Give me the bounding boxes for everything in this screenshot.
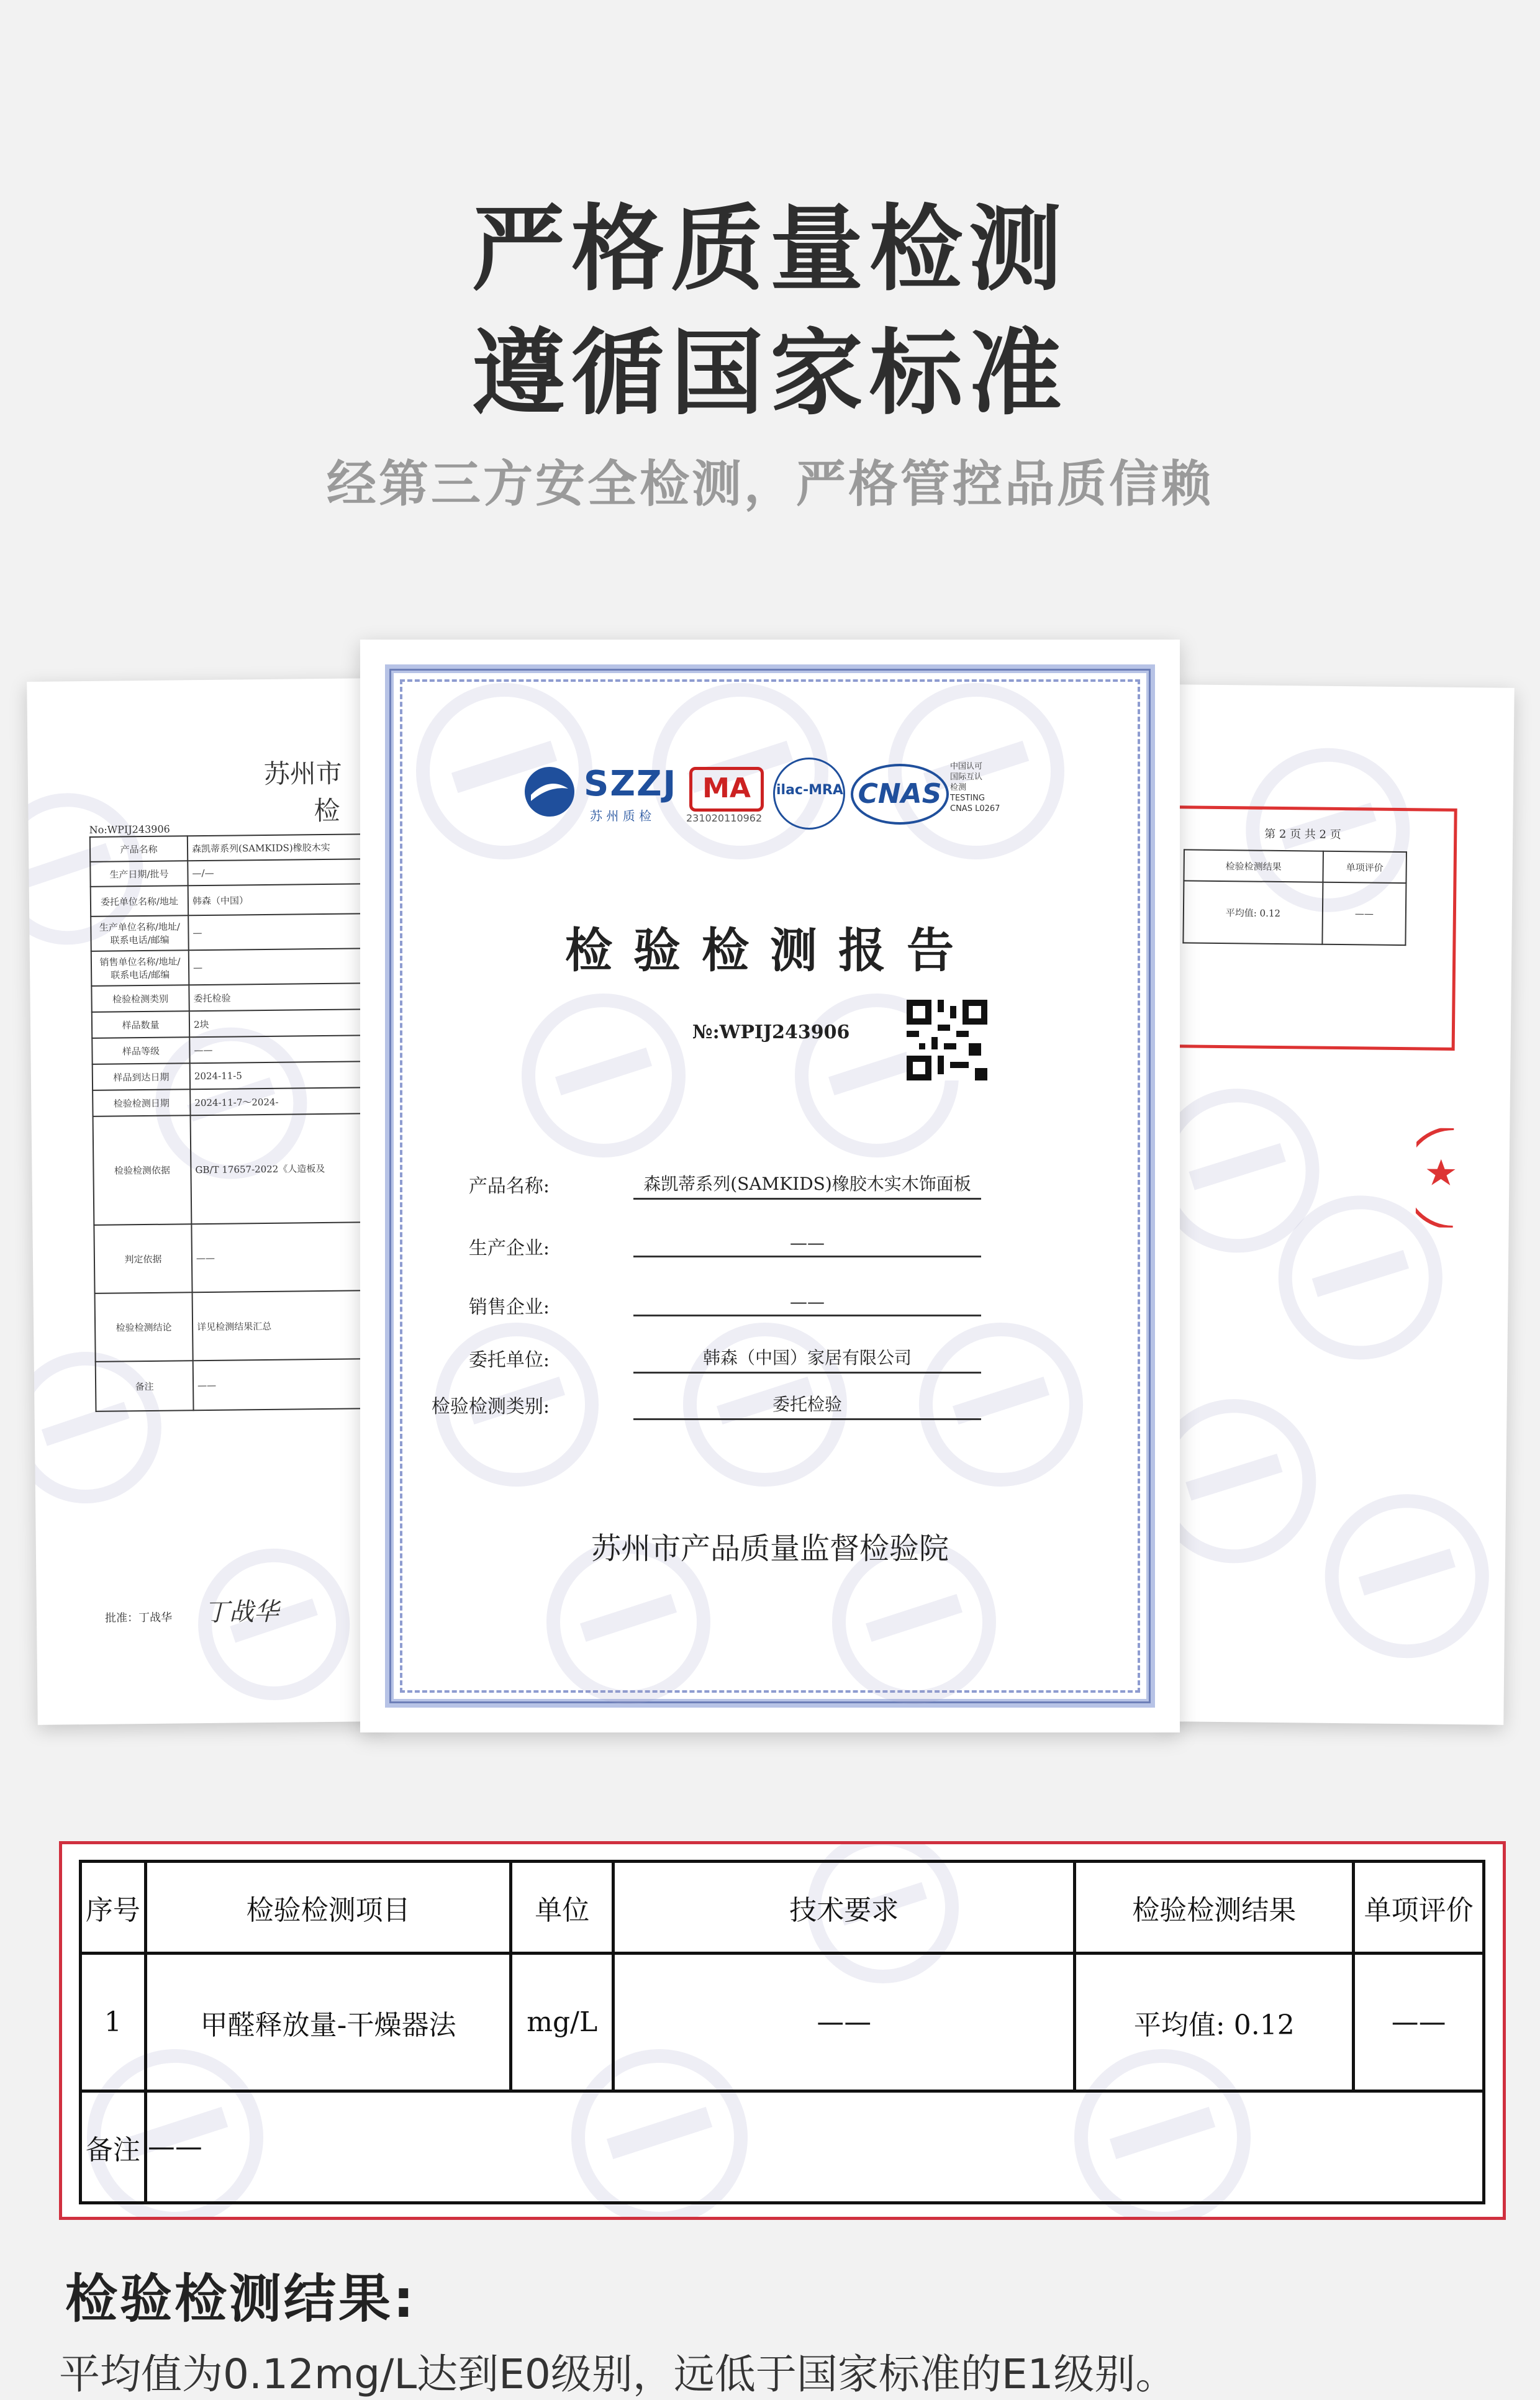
ma-logo: MA — [689, 767, 764, 812]
left-table-row — [92, 1008, 386, 1038]
cell-unit: mg/L — [511, 1954, 614, 2091]
cover-field-value: 委托检验 — [633, 1391, 981, 1420]
left-table-row — [93, 1061, 386, 1090]
cover-field-value: 森凯蒂系列(SAMKIDS)橡胶木实木饰面板 — [633, 1171, 981, 1200]
cell-item: 甲醛释放量-干燥器法 — [145, 1954, 510, 2091]
institute-name: 苏州市产品质量监督检验院 — [591, 1531, 949, 1566]
left-table-row — [91, 982, 385, 1012]
left-table-label: 样品数量 — [92, 1011, 189, 1038]
cell-evaluation: —— — [1354, 1954, 1484, 2091]
left-page-signature: 丁战华 — [204, 1597, 279, 1628]
left-table-value: 委托检验 — [189, 982, 385, 1011]
cover-field-label: 委托单位: — [468, 1349, 550, 1371]
header-item: 检验检测项目 — [145, 1862, 510, 1954]
report-number: №:WPIJ243906 — [692, 1021, 850, 1043]
right-page-page-count: 第 2 页 共 2 页 — [1264, 827, 1341, 842]
cover-field-value: —— — [633, 1233, 981, 1257]
left-table-value: GB/T 17657-2022《人造板及 — [191, 1113, 386, 1224]
left-table-label: 备注 — [96, 1361, 194, 1411]
report-page-left — [27, 678, 386, 1725]
right-page-table — [1182, 849, 1407, 946]
subtitle: 经第三方安全检测，严格管控品质信赖 — [327, 455, 1213, 513]
left-page-table — [89, 833, 386, 1411]
right-col-eval: 单项评价 — [1323, 851, 1406, 883]
remark-label: 备注 — [81, 2091, 146, 2203]
left-table-label: 生产日期/批号 — [90, 861, 188, 887]
left-page-approver: 批准：丁战华 — [104, 1611, 173, 1625]
result-table-frame — [59, 1841, 1506, 2220]
report-cover-page — [360, 640, 1180, 1732]
left-table-value: —/— — [188, 859, 385, 886]
header-seq: 序号 — [81, 1862, 146, 1954]
left-table-value: 2024-11-5 — [190, 1061, 386, 1089]
left-page-title-1: 苏州市 — [263, 758, 343, 789]
left-table-row — [90, 859, 386, 887]
left-page-title-2: 检 — [314, 795, 340, 826]
ma-logo-number: 231020110962 — [686, 812, 763, 824]
left-table-row — [95, 1290, 386, 1361]
header-evaluation: 单项评价 — [1354, 1862, 1484, 1954]
cnas-logo: CNAS — [851, 764, 949, 825]
report-title: 检验检测报告 — [565, 923, 975, 978]
left-table-label: 销售单位名称/地址/联系电话/邮编 — [91, 950, 189, 986]
left-table-row — [94, 1221, 385, 1293]
stamp-icon — [1416, 1128, 1467, 1228]
left-table-value: — — [188, 913, 386, 950]
cover-field-label: 检验检测类别: — [431, 1396, 550, 1418]
cover-field-label: 产品名称: — [468, 1175, 550, 1197]
left-table-value: 2024-11-7～2024- — [190, 1087, 386, 1115]
szzj-logo-text: SZZJ — [584, 764, 677, 804]
left-table-label: 判定依据 — [94, 1224, 192, 1293]
right-col-result: 检验检测结果 — [1184, 849, 1323, 882]
left-page-report-no: No:WPIJ243906 — [89, 823, 170, 836]
left-table-value: 森凯蒂系列(SAMKIDS)橡胶木实 — [188, 834, 386, 861]
right-eval-value: —— — [1322, 882, 1406, 945]
right-page-red-stamp — [1416, 1128, 1466, 1215]
right-avg-value: 平均值: 0.12 — [1183, 881, 1323, 944]
cover-field-value: 韩森（中国）家居有限公司 — [633, 1344, 981, 1374]
header-unit: 单位 — [511, 1862, 614, 1954]
certification-logos — [522, 758, 1031, 826]
left-table-label: 委托单位名称/地址 — [91, 885, 189, 917]
cover-field-label: 生产企业: — [468, 1238, 550, 1259]
left-table-label: 检验检测日期 — [93, 1089, 190, 1116]
left-table-row — [92, 1035, 386, 1064]
left-table-label: 检验检测依据 — [93, 1115, 192, 1225]
left-table-label: 样品到达日期 — [93, 1063, 190, 1090]
header-result: 检验检测结果 — [1075, 1862, 1354, 1954]
left-table-value: — — [189, 948, 386, 985]
qr-code-icon — [907, 1000, 987, 1080]
left-table-value: 2块 — [189, 1008, 386, 1037]
left-table-label: 样品等级 — [92, 1037, 189, 1064]
left-table-value: —— — [189, 1035, 386, 1063]
cover-field-value: —— — [633, 1292, 981, 1316]
header-requirement: 技术要求 — [614, 1862, 1075, 1954]
report-page-right — [1162, 684, 1514, 1725]
result-description: 平均值为0.12mg/L达到E0级别，远低于国家标准的E1级别。 — [59, 2350, 1177, 2398]
headline-line-1: 严格质量检测 — [471, 196, 1068, 304]
left-table-value: 韩森（中国） — [188, 883, 386, 915]
left-table-row — [91, 913, 386, 951]
left-table-row — [93, 1087, 386, 1116]
ilac-logo-text: ilac-MRA — [776, 782, 843, 798]
cell-result: 平均值: 0.12 — [1075, 1954, 1354, 2091]
left-table-label: 检验检测类别 — [91, 985, 189, 1012]
left-table-value: 详见检测结果汇总 — [192, 1290, 386, 1361]
left-table-label: 检验检测结论 — [95, 1292, 193, 1362]
result-heading: 检验检测结果: — [65, 2268, 417, 2329]
left-table-label: 生产单位名称/地址/联系电话/邮编 — [91, 915, 189, 951]
left-table-row — [96, 1358, 386, 1411]
left-table-row — [90, 834, 386, 862]
headline-line-2: 遵循国家标准 — [471, 320, 1068, 428]
left-table-row — [91, 948, 386, 985]
cnas-logo-caption: 中国认可 国际互认 检测 TESTING CNAS L0267 — [950, 762, 1000, 813]
cell-requirement: —— — [614, 1954, 1075, 2091]
cell-seq: 1 — [81, 1954, 146, 2091]
left-table-row — [91, 883, 386, 916]
remark-value: —— — [145, 2091, 1483, 2203]
left-table-value: —— — [191, 1221, 385, 1292]
cover-field-label: 销售企业: — [468, 1297, 550, 1318]
result-table — [79, 1860, 1485, 2204]
szzj-logo-icon — [522, 764, 578, 820]
left-table-row — [93, 1113, 386, 1225]
left-table-label: 产品名称 — [90, 836, 188, 862]
left-table-value: —— — [193, 1358, 386, 1410]
szzj-logo-subtext: 苏 州 质 检 — [590, 808, 652, 823]
